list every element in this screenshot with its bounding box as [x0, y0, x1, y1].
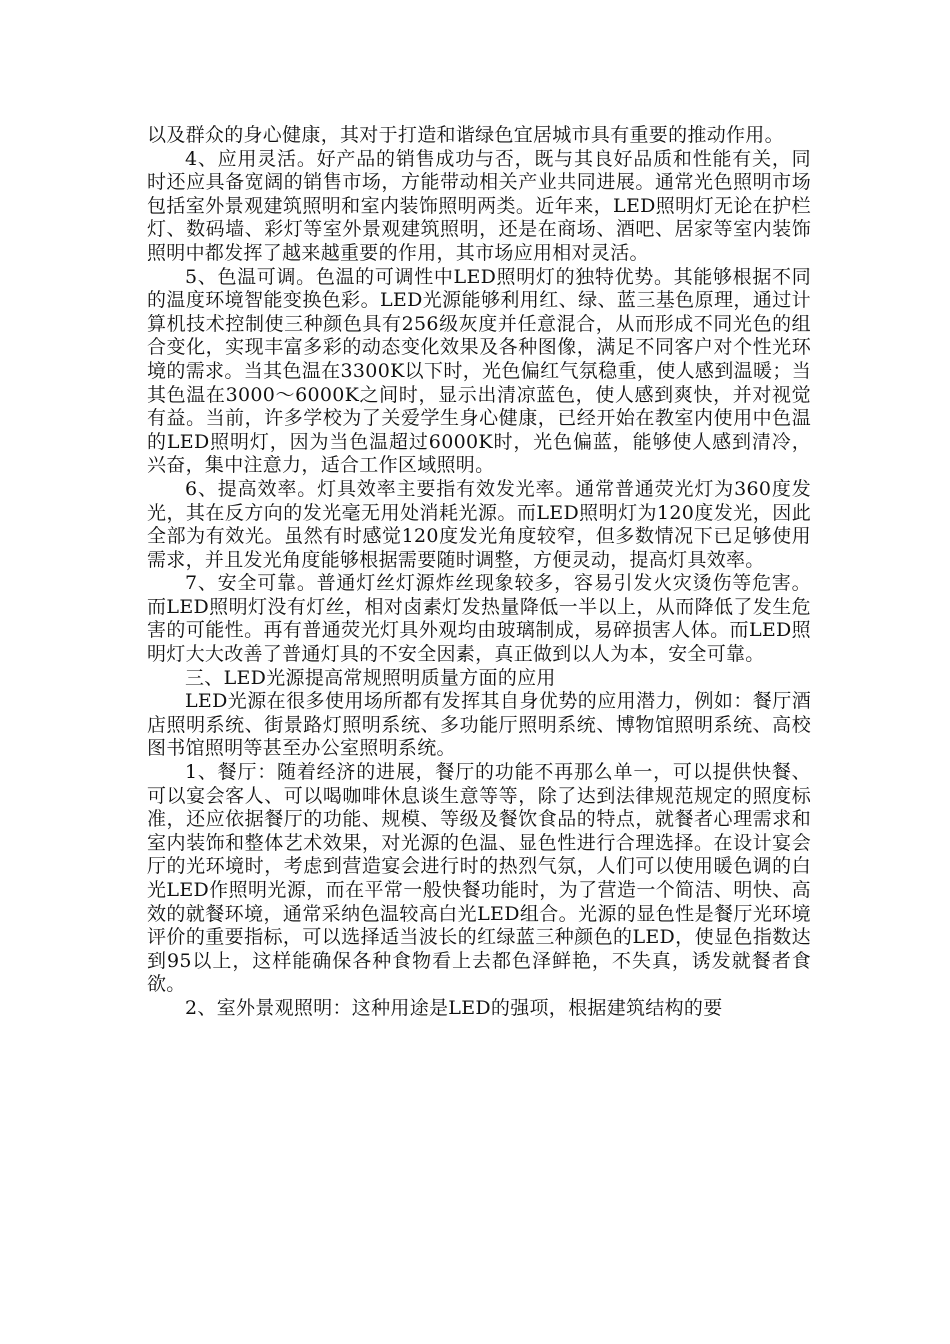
paragraph-application-potential: LED光源在很多使用场所都有发挥其自身优势的应用潜力，例如：餐厅酒店照明系统、街景路灯照明系统、多功能厅照明系统、博物馆照明系统、高校图书馆照明等甚至办公室照明系统。 — [147, 690, 811, 760]
paragraph-continuation: 以及群众的身心健康，其对于打造和谐绿色宜居城市具有重要的推动作用。 — [147, 124, 784, 146]
paragraph-safety-reliability: 7、安全可靠。普通灯丝灯源炸丝现象较多，容易引发火灾烫伤等危害。而LED照明灯没有灯丝，相对卤素灯发热量降低一半以上，从而降低了发生危害的可能性。再有普通荧光灯具外观均由玻璃制成，易碎损害人体。而LED照明灯大大改善了普通灯具的不安全因素，真正做到以人为本，安全可靠。 — [147, 572, 811, 666]
document-body — [147, 124, 811, 1021]
paragraph-outdoor-landscape-lighting: 2、室外景观照明：这种用途是LED的强项，根据建筑结构的要 — [185, 996, 723, 1019]
paragraph-flexible-application: 4、应用灵活。好产品的销售成功与否，既与其良好品质和性能有关，同时还应具备宽阔的销售市场，方能带动相关产业共同进展。通常光色照明市场包括室外景观建筑照明和室内装饰照明两类。近年来，LED照明灯无论在护栏灯、数码墙、彩灯等室外景观建筑照明，还是在商场、酒吧、居家等室内装饰照明中都发挥了越来越重要的作用，其市场应用相对灵活。 — [147, 147, 811, 264]
section-heading-led-applications: 三、LED光源提高常规照明质量方面的应用 — [185, 666, 556, 689]
paragraph-restaurant-lighting: 1、餐厅：随着经济的进展，餐厅的功能不再那么单一，可以提供快餐、可以宴会客人、可以喝咖啡休息谈生意等等，除了达到法律规范规定的照度标准，还应依据餐厅的功能、规模、等级及餐饮食品的特点，就餐者心理需求和室内装饰和整体艺术效果，对光源的色温、显色性进行合理选择。在设计宴会厅的光环境时，考虑到营造宴会进行时的热烈气氛，人们可以使用暖色调的白光LED作照明光源，而在平常一般快餐功能时，为了营造一个简洁、明快、高效的就餐环境，通常采纳色温较高白光LED组合。光源的显色性是餐厅光环境评价的重要指标，可以选择适当波长的红绿蓝三种颜色的LED，使显色指数达到95以上，这样能确保各种食物看上去都色泽鲜艳，不失真，诱发就餐者食欲。 — [147, 761, 811, 996]
paragraph-improved-efficiency: 6、提高效率。灯具效率主要指有效发光率。通常普通荧光灯为360度发光，其在反方向的发光毫无用处消耗光源。而LED照明灯为120度发光，因此全部为有效光。虽然有时感觉120度发光角度较窄，但多数情况下已足够使用需求，并且发光角度能够根据需要随时调整，方便灵动，提高灯具效率。 — [147, 477, 811, 571]
paragraph-adjustable-color-temperature: 5、色温可调。色温的可调性中LED照明灯的独特优势。其能够根据不同的温度环境智能变换色彩。LED光源能够利用红、绿、蓝三基色原理，通过计算机技术控制使三种颜色具有256级灰度并任意混合，从而形成不同光色的组合变化，实现丰富多彩的动态变化效果及各种图像，满足不同客户对个性光环境的需求。当其色温在3300K以下时，光色偏红气氛稳重，使人感到温暖；当其色温在3000～6000K之间时，显示出清凉蓝色，使人感到爽快，并对视觉有益。当前，许多学校为了关爱学生身心健康，已经开始在教室内使用中色温的LED照明灯，因为当色温超过6000K时，光色偏蓝，能够使人感到清冷，兴奋，集中注意力，适合工作区域照明。 — [147, 265, 811, 477]
